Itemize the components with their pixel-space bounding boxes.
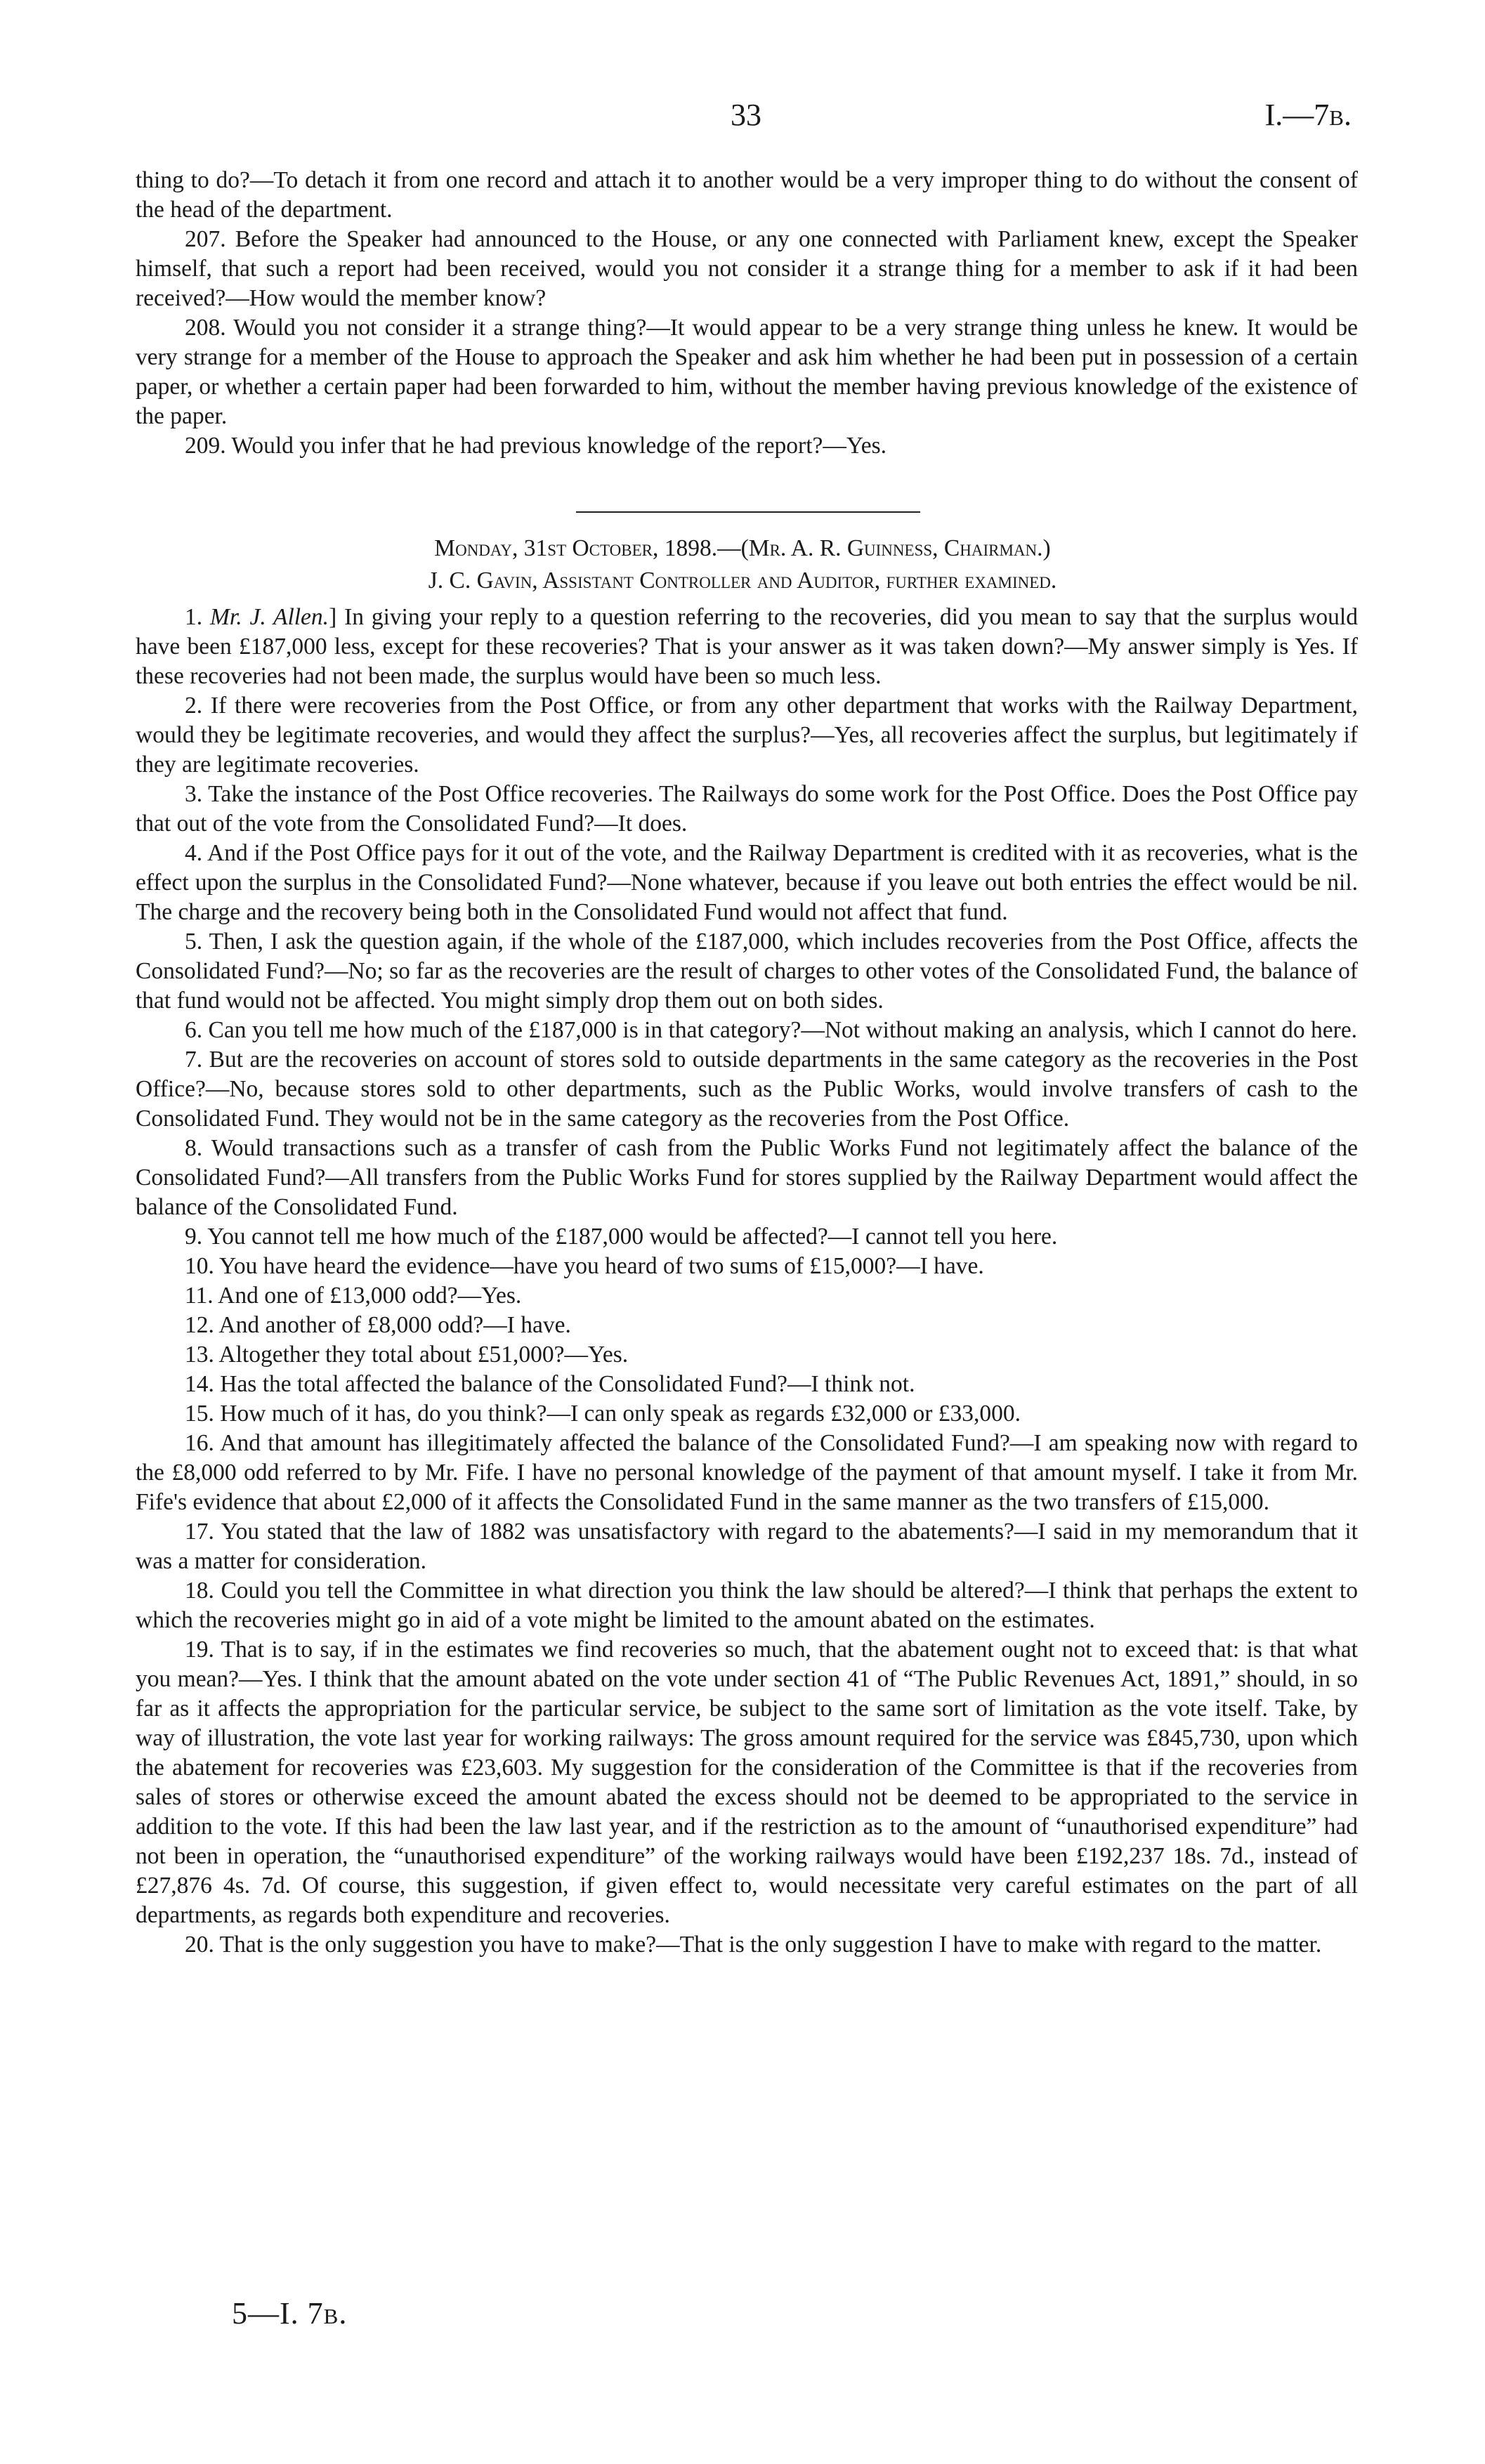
question-8: 8. Would transactions such as a transfer of cash from the Public Works Fund not legitimately affect the balance of the Consolidated Fund?—All transfers from the Public Works Fund for stores supplied by the Railway Department would affect the balance of the Consolidated Fund.: [136, 1135, 1358, 1220]
question-13: 13. Altogether they total about £51,000?—Yes.: [185, 1342, 629, 1368]
question-14: 14. Has the total affected the balance of the Consolidated Fund?—I think not.: [185, 1371, 915, 1397]
question-16: 16. And that amount has illegitimately affected the balance of the Consolidated Fund?—I am speaking now with regard to the £8,000 odd referred to by Mr. Fife. I have no personal knowledge of the payment of that amount myself. I take it from Mr. Fife's evidence that about £2,000 of it affects the Consolidated Fund in the same manner as the two transfers of £15,000.: [136, 1430, 1358, 1515]
question-7: 7. But are the recoveries on account of stores sold to outside departments in the same category as the recoveries in the Post Office?—No, because stores sold to other departments, such as the Public Works, would involve transfers of cash to the Consolidated Fund. They would not be in the same category as the recoveries from the Post Office.: [136, 1047, 1358, 1132]
witness-line: J. C. Gavin, Assistant Controller and Auditor, further examined.: [428, 568, 1057, 594]
section-divider: [576, 511, 920, 513]
question-1-number: 1.: [185, 604, 210, 630]
session-heading: [0, 535, 1485, 562]
question-2: 2. If there were recoveries from the Post Office, or from any other department that works with the Railway Department, would they be legitimate recoveries, and would they affect the surplus?—Yes, all recoveries affect the surplus, but legitimately if they are legitimate recoveries.: [136, 693, 1358, 778]
continued-paragraph: thing to do?—To detach it from one record and attach it to another would be a very improper thing to do without the consent of the head of the department.: [136, 167, 1358, 223]
question-15: 15. How much of it has, do you think?—I can only speak as regards £32,000 or £33,000.: [185, 1401, 1021, 1427]
continued-evidence: [136, 166, 1358, 461]
session-chair: —(Mr. A. R. Guinness, Chairman.): [717, 535, 1051, 561]
question-19: 19. That is to say, if in the estimates we find recoveries so much, that the abatement ought not to exceed that: is that what you mean?—Yes. I think that the amount abated on the vote under section 41 of “The Public Revenues Act, 1891,” should, in so far as it affects the appropriation for the particular service, be subject to the same sort of limitation as the vote itself. Take, by way of illustration, the vote last year for working railways: The gross amount required for the service was £845,730, upon which the abatement for recoveries was £23,603. My suggestion for the consideration of the Committee is that if the recoveries from sales of stores or otherwise exceed the amount abated the excess should not be deemed to be appropriated to the service in addition to the vote. If this had been the law last year, and if the restriction as to the amount of “unauthorised expenditure” had not been in operation, the “unauthorised expenditure” of the working railways would have been £192,237 18s. 7d., instead of £27,876 4s. 7d. Of course, this suggestion, if given effect to, would necessitate very careful estimates on the part of all departments, as regards both expenditure and recoveries.: [136, 1637, 1358, 1928]
question-6: 6. Can you tell me how much of the £187,000 is in that category?—Not without making an analysis, which I cannot do here.: [185, 1017, 1358, 1043]
session-date: Monday, 31st October, 1898.: [434, 535, 718, 561]
document-reference: I.—7b.: [1264, 98, 1352, 132]
question-1-speaker: Mr. J. Allen.: [210, 604, 329, 630]
question-3: 3. Take the instance of the Post Office recoveries. The Railways do some work for the Post Office. Does the Post Office pay that out of the vote from the Consolidated Fund?—It does.: [136, 781, 1358, 837]
question-20: 20. That is the only suggestion you have to make?—That is the only suggestion I have to make with regard to the matter.: [185, 1932, 1322, 1958]
question-4: 4. And if the Post Office pays for it out of the vote, and the Railway Department is credited with it as recoveries, what is the effect upon the surplus in the Consolidated Fund?—None whatever, because if you leave out both entries the effect would be nil. The charge and the recovery being both in the Consolidated Fund would not affect that fund.: [136, 840, 1358, 925]
examination-body: [136, 603, 1358, 1960]
question-1: [136, 603, 1358, 691]
footer-reference: 5—I. 7b.: [232, 2296, 348, 2331]
question-209: 209. Would you infer that he had previous knowledge of the report?—Yes.: [185, 433, 887, 459]
question-9: 9. You cannot tell me how much of the £187,000 would be affected?—I cannot tell you here.: [185, 1224, 1058, 1250]
question-18: 18. Could you tell the Committee in what direction you think the law should be altered?—I think that perhaps the extent to which the recoveries might go in aid of a vote might be limited to the amount abated on the estimates.: [136, 1578, 1358, 1633]
question-5: 5. Then, I ask the question again, if the whole of the £187,000, which includes recoveries from the Post Office, affects the Consolidated Fund?—No; so far as the recoveries are the result of charges to other votes of the Consolidated Fund, the balance of that fund would not be affected. You might simply drop them out on both sides.: [136, 929, 1358, 1014]
question-12: 12. And another of £8,000 odd?—I have.: [185, 1312, 571, 1338]
question-1-text: ] In giving your reply to a question referring to the recoveries, did you mean to say that the surplus would have been £187,000 less, except for these recoveries? That is your answer as it was taken down?—My answer simply is Yes. If these recoveries had not been made, the surplus would have been so much less.: [136, 604, 1358, 689]
question-208: 208. Would you not consider it a strange thing?—It would appear to be a very strange thing unless he knew. It would be very strange for a member of the House to approach the Speaker and ask him whether he had been put in possession of a certain paper, or whether a certain paper had been forwarded to him, without the member having previous knowledge of the existence of the paper.: [136, 315, 1358, 429]
question-17: 17. You stated that the law of 1882 was unsatisfactory with regard to the abatements?—I said in my memorandum that it was a matter for consideration.: [136, 1519, 1358, 1574]
question-11: 11. And one of £13,000 odd?—Yes.: [185, 1283, 522, 1309]
question-10: 10. You have heard the evidence—have you heard of two sums of £15,000?—I have.: [185, 1253, 984, 1279]
question-207: 207. Before the Speaker had announced to the House, or any one connected with Parliament knew, except the Speaker himself, that such a report had been received, would you not consider it a strange thing for a member to ask if it had been received?—How would the member know?: [136, 226, 1358, 311]
page-header: [0, 97, 1485, 139]
page-number: 33: [731, 98, 761, 132]
